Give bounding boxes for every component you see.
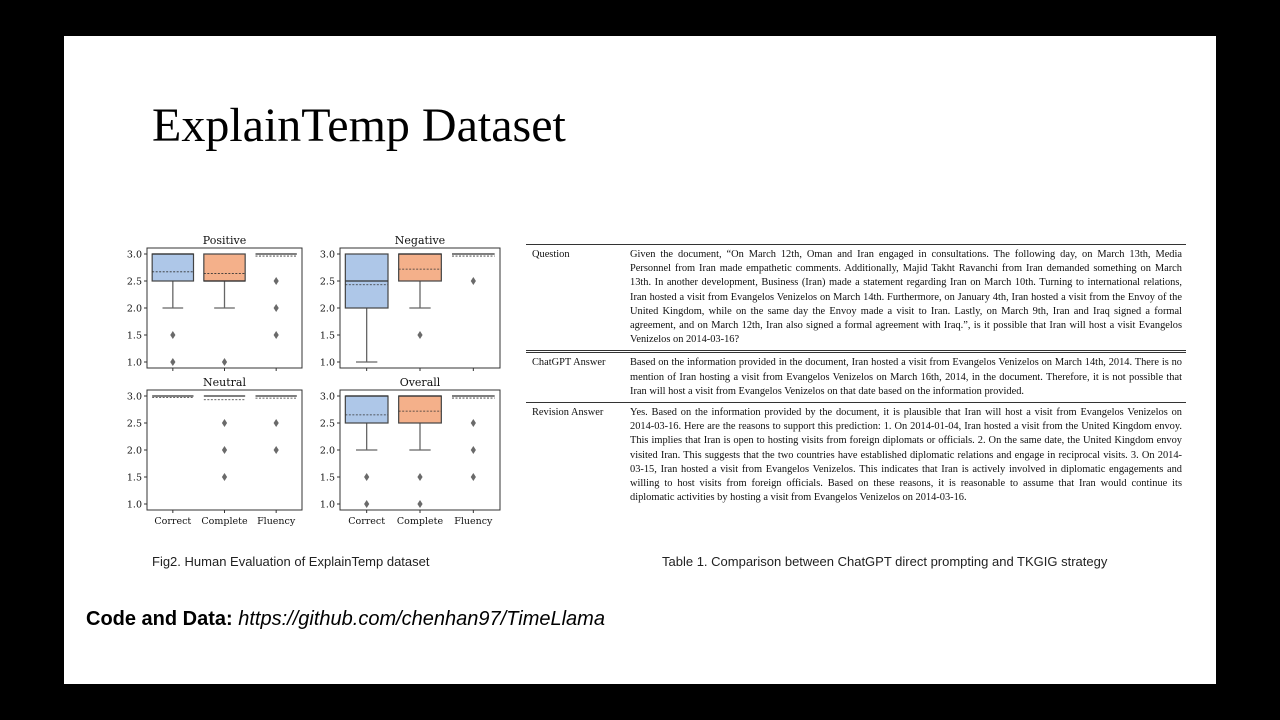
y-tick-label: 2.0 bbox=[126, 303, 142, 315]
table-row-revision-answer bbox=[526, 402, 1186, 508]
row-text: Based on the information provided in the document, Iran hosted a visit from Evangelos Venizelos on March 14th, 2014. There is no mention of Iran hosting a visit from Evangelos Venizelos on March 16th, 2014, in the document. Therefore, it is not possible that Iran will host a visit from Evangelos Venizelos on that date based on the information provided. bbox=[630, 357, 1182, 397]
table-row-chatgpt-answer bbox=[526, 350, 1186, 402]
y-tick-label: 3.0 bbox=[319, 249, 335, 261]
y-tick-label: 2.5 bbox=[126, 418, 142, 430]
box-plot-overall bbox=[320, 376, 500, 526]
table-row-question bbox=[526, 244, 1186, 350]
y-tick-label: 2.0 bbox=[126, 445, 142, 457]
y-tick-label: 1.5 bbox=[126, 472, 142, 484]
box-complete bbox=[399, 396, 442, 423]
y-tick-label: 1.0 bbox=[319, 357, 335, 369]
y-tick-label: 1.5 bbox=[319, 330, 335, 342]
y-tick-label: 2.0 bbox=[319, 303, 335, 315]
y-tick-label: 3.0 bbox=[319, 391, 335, 403]
x-tick-label: Correct bbox=[154, 516, 192, 526]
y-tick-label: 1.0 bbox=[126, 499, 142, 511]
box-plot-neutral bbox=[127, 376, 302, 526]
code-label: Code and Data: bbox=[86, 608, 233, 630]
y-tick-label: 3.0 bbox=[126, 249, 142, 261]
slide-title: ExplainTemp Dataset bbox=[152, 99, 566, 152]
row-label: Question bbox=[532, 249, 570, 260]
row-label: Revision Answer bbox=[532, 407, 604, 419]
x-tick-label: Fluency bbox=[454, 516, 493, 526]
code-and-data bbox=[86, 608, 605, 631]
box-plot-grid bbox=[112, 226, 512, 526]
box-correct bbox=[152, 254, 193, 281]
y-tick-label: 2.0 bbox=[319, 445, 335, 457]
code-link[interactable]: https://github.com/chenhan97/TimeLlama bbox=[238, 608, 605, 630]
box-plot-positive bbox=[127, 234, 302, 371]
y-tick-label: 1.5 bbox=[319, 472, 335, 484]
y-tick-label: 2.5 bbox=[126, 276, 142, 288]
y-tick-label: 1.0 bbox=[319, 499, 335, 511]
comparison-table bbox=[526, 244, 1186, 508]
x-tick-label: Complete bbox=[201, 516, 248, 526]
box-correct bbox=[345, 396, 388, 423]
box-complete bbox=[204, 254, 245, 281]
box-plot-figure bbox=[112, 226, 512, 526]
row-label: ChatGPT Answer bbox=[532, 357, 606, 369]
x-tick-label: Fluency bbox=[257, 516, 296, 526]
plot-title: Overall bbox=[399, 376, 441, 389]
x-tick-label: Complete bbox=[396, 516, 444, 526]
y-tick-label: 1.0 bbox=[126, 357, 142, 369]
y-tick-label: 2.5 bbox=[319, 276, 335, 288]
plot-title: Negative bbox=[394, 234, 446, 247]
table-caption: Table 1. Comparison between ChatGPT direct prompting and TKGIG strategy bbox=[662, 554, 1108, 569]
plot-title: Positive bbox=[202, 234, 247, 247]
y-tick-label: 3.0 bbox=[126, 391, 142, 403]
box-plot-negative bbox=[320, 234, 500, 371]
slide bbox=[64, 36, 1216, 684]
row-text: Given the document, “On March 12th, Oman and Iran engaged in consultations. The following day, on March 13th, Media Personnel from Iran made empathetic comments. Additionally, Majid Takht Ravanchi from Iran demanded something on March 13th. In another development, Business (Iran) made a statement regarding Iran on March 10th. Turning to international relations, Iran hosted a visit from Evangelos Venizelos on March 14th. Furthermore, on January 4th, Iran hosted a visit from the Envoy of the United Kingdom, while on the same day the Envoy made a visit to Iran. Lastly, on March 9th, Iran and Iraq signed a formal agreement, and on March 12th, Iran also signed a formal agreement with Iraq.”, is it possible that Iran will host a visit Evangelos Venizelos on 2014-03-16? bbox=[630, 249, 1182, 346]
box-complete bbox=[399, 254, 442, 281]
y-tick-label: 2.5 bbox=[319, 418, 335, 430]
plot-title: Neutral bbox=[203, 376, 246, 389]
row-text: Yes. Based on the information provided by the document, it is plausible that Iran will host a visit from Evangelos Venizelos on 2014-03-16. Here are the reasons to support this prediction: 1. On 2014-01-04, Iran hosted a visit from the United Kingdom envoy. This implies that Iran is open to hosting visits from foreign diplomats or officials. 2. On the same date, the United Kingdom envoy visited Iran. This suggests that the two countries have established diplomatic relations and engage in reciprocal visits. 3. On 2014-03-15, Iran hosted a visit from Evangelos Venizelos. This indicates that Iran is actively involved in diplomatic engagements and willing to host visits from foreign officials. Based on these reasons, it is reasonable to assume that Iran would continue its diplomatic activities by hosting a visit from Evangelos Venizelos on 2014-03-16. bbox=[630, 407, 1182, 504]
x-tick-label: Correct bbox=[348, 516, 386, 526]
y-tick-label: 1.5 bbox=[126, 330, 142, 342]
figure-caption: Fig2. Human Evaluation of ExplainTemp dataset bbox=[152, 554, 430, 569]
